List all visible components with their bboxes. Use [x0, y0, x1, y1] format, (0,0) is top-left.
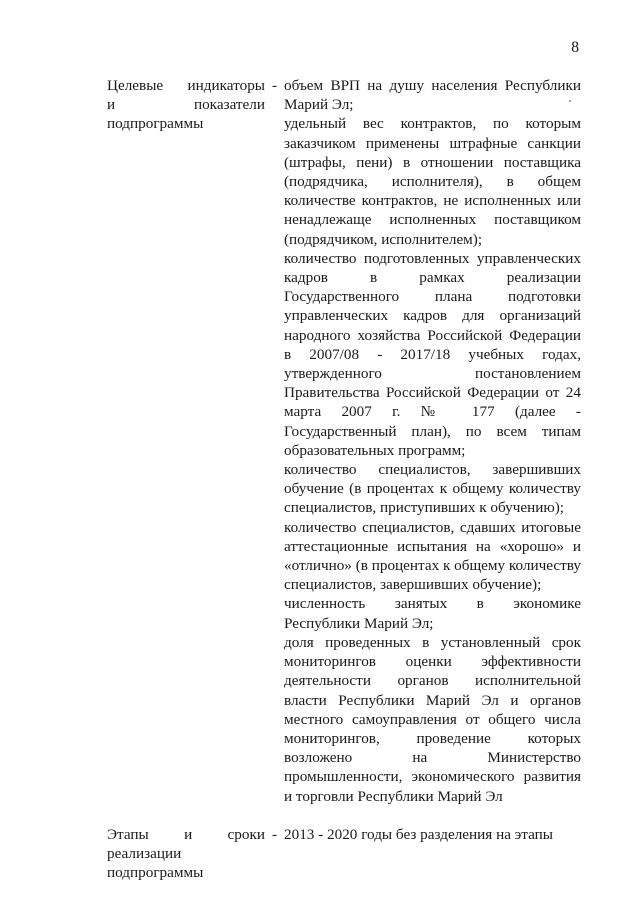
indicator-item: объем ВРП на душу населения Республики Марий Эл; — [284, 77, 581, 114]
table-row-indicators — [107, 76, 581, 806]
row-label-indicators — [107, 76, 265, 134]
indicator-item: количество специалистов, сдавших итоговые аттестационные испытания на «хорошо» и «отлично» (в процентах к общему количеству специалистов, завершивших обучение); — [284, 518, 582, 594]
label-line: Этапы и сроки — [107, 825, 265, 843]
indicator-item: количество специалистов, завершивших обучение (в процентах к общему количеству специалистов, приступивших к обучению); — [284, 461, 581, 517]
label-line: подпрограммы — [107, 864, 204, 882]
table-row-stages — [107, 825, 581, 883]
row-value-stages — [284, 825, 581, 844]
indicator-item: количество подготовленных управленческих кадров в рамках реализации Государственного плана подготовки управленческих кадров для организаций народного хозяйства Российской Федерации в 2007/08 - 2017/18 учебных годах, утвержденного постановлением Правительства Российской Федерации от 24 марта 2007 г. № 177 (далее - Государственный план), по всем типам образовательных программ; — [284, 249, 581, 459]
page-number: 8 — [571, 39, 579, 56]
row-value-indicators — [284, 76, 581, 806]
scan-speck — [569, 100, 571, 102]
label-line: подпрограммы — [107, 115, 204, 133]
row-dash: - — [271, 825, 278, 843]
row-label-stages — [107, 825, 265, 883]
row-dash: - — [271, 77, 278, 94]
subprogram-passport-table — [107, 76, 581, 882]
label-line: реализации — [107, 844, 182, 862]
indicator-item: доля проведенных в установленный срок мониторингов оценки эффективности деятельности органов исполнительной власти Республики Марий Эл и органов местного самоуправления от общего числа мониторингов, проведение которых возложено на Министерство промышленности, экономического развития и торговли Республики Марий Эл — [284, 633, 581, 805]
indicator-item: удельный вес контрактов, по которым заказчиком применены штрафные санкции (штрафы, пени) в отношении поставщика (подрядчика, исполнителя), в общем количестве контрактов, не исполненных или ненадлежаще исполненных поставщиком (подрядчиком, исполнителем); — [284, 115, 581, 248]
label-line: и показатели — [107, 96, 265, 114]
indicator-item: численность занятых в экономике Республики Марий Эл; — [284, 595, 581, 632]
stages-item: 2013 - 2020 годы без разделения на этапы — [284, 825, 553, 843]
label-line: Целевые индикаторы — [107, 77, 265, 94]
